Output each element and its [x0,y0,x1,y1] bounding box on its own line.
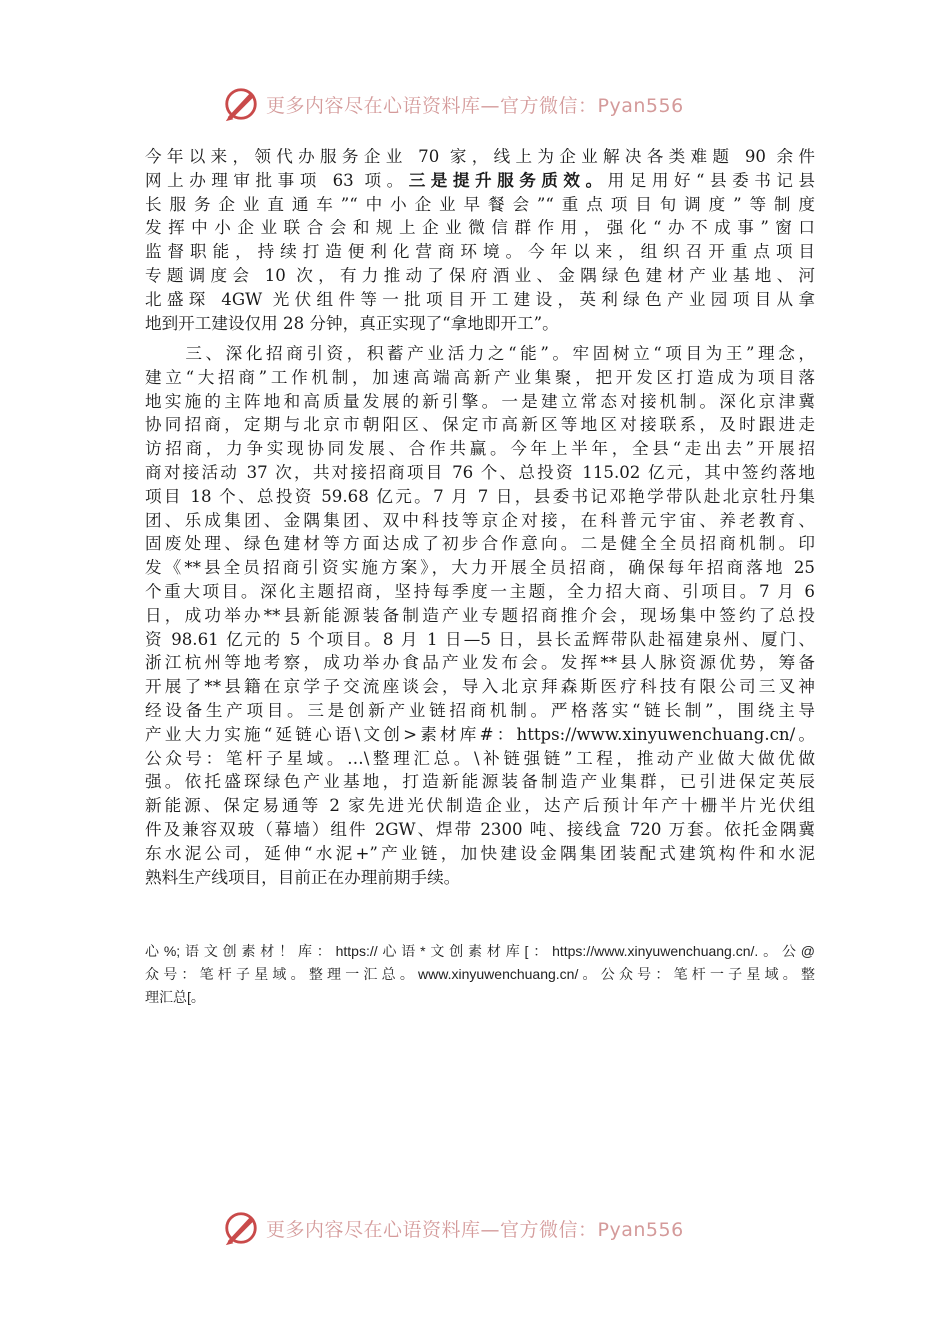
text-line: 发《**县全员招商引资实施方案》，大力开展全员招商，确保每年招商落地 25 [145,558,815,578]
bold-heading: 三是提升服务质效。 [408,169,608,190]
text-line: 北盛琛 4GW 光伏组件等一批项目开工建设，英利绿色产业园项目从拿 [145,289,815,309]
text-line: 固废处理、绿色建材等方面达成了初步合作意向。二是健全全员招商机制。印 [145,534,815,554]
text-line: 东水泥公司，延伸“水泥+”产业链，加快建设金隅集团装配式建筑构件和水泥 [145,843,815,863]
text-line: 开展了**县籍在京学子交流座谈会，导入北京拜森斯医疗科技有限公司三叉神 [145,677,815,697]
text-line: 项目 18 个、总投资 59.68 亿元。7 月 7 日，县委书记邓艳学带队赴北京牡丹集 [145,486,815,506]
text-line: 产业大力实施“延链心语\文创>素材库#：https://www.xinyuwenchuang.cn/。 [145,724,815,744]
footer-banner [222,1206,684,1250]
paragraph-2 [145,342,815,889]
text-line: 地到开工建设仅用 28 分钟，真正实现了“拿地即开工”。 [145,313,559,333]
text-line: 件及兼容双玻（幕墙）组件 2GW、焊带 2300 吨、接线盒 720 万套。依托金隅冀 [145,819,815,839]
text-line: 专题调度会 10 次，有力推动了保府酒业、金隅绿色建材产业基地、河 [145,265,815,285]
text-line: 三、深化招商引资，积蓄产业活力之“能”。牢固树立“项目为王”理念， [145,344,815,363]
text-line: 资 98.61 亿元的 5 个项目。8 月 1 日—5 日，县长孟辉带队赴福建泉州、厦门、 [145,629,815,649]
text-line: 强。依托盛琛绿色产业基地，打造新能源装备制造产业集群，已引进保定英辰 [145,772,815,792]
text-line: 网上办理审批事项 63 项。三是提升服务质效。用足用好“县委书记县 [145,169,815,190]
text-line: 监督职能，持续打造便利化营商环境。今年以来，组织召开重点项目 [145,242,815,262]
text-line: 团、乐成集团、金隅集团、双中科技等京企对接，在科普元宇宙、养老教育、 [145,510,815,530]
text-line: 个重大项目。深化主题招商，坚持每季度一主题，全力招大商、引项目。7 月 6 [145,581,815,601]
note-line: 心%;语文创素材！库：https://心语*文创素材库[：https://www.xinyuwenchuang.cn/.。公@ [145,943,815,959]
note-line: 理汇总[。 [145,989,205,1005]
note-line: 众号：笔杆子星域。整理一汇总。www.xinyuwenchuang.cn/。公众号：笔杆一子星域。整 [145,966,815,982]
banner-text: 更多内容尽在心语资料库—官方微信：Pyan556 [266,94,684,117]
text-line: 今年以来，领代办服务企业 70 家，线上为企业解决各类难题 90 余件 [145,147,815,166]
text-line: 日，成功举办**县新能源装备制造产业专题招商推介会，现场集中签约了总投 [145,605,815,625]
text-line: 新能源、保定易通等 2 家先进光伏制造企业，达产后预计年产十栅半片光伏组 [145,796,815,816]
text-line: 公众号：笔杆子星域。…\整理汇总。\补链强链”工程，推动产业做大做优做 [145,748,815,768]
banner-text: 更多内容尽在心语资料库—官方微信：Pyan556 [266,1218,684,1241]
text-line: 访招商，力争实现协同发展、合作共赢。今年上半年，全县“走出去”开展招 [145,439,815,459]
pen-logo-icon [222,85,260,123]
text-line: 发挥中小企业联合会和规上企业微信群作用，强化“办不成事”窗口 [145,218,815,238]
source-note [145,940,815,1009]
text-line: 建立“大招商”工作机制，加速高端高新产业集聚，把开发区打造成为项目落 [145,367,815,387]
text-line: 协同招商，定期与北京市朝阳区、保定市高新区等地区对接联系，及时跟进走 [145,415,815,435]
text-line: 长服务企业直通车”“中小企业早餐会”“重点项目旬调度”等制度 [145,194,815,214]
text-line: 商对接活动 37 次，共对接招商项目 76 个、总投资 115.02 亿元，其中签约落地 [145,462,815,482]
pen-logo-icon [222,1209,260,1247]
text-line: 浙江杭州等地考察，成功举办食品产业发布会。发挥**县人脉资源优势，筹备 [145,653,815,673]
text-line: 熟料生产线项目，目前正在办理前期手续。 [145,867,461,887]
paragraph-1 [145,145,815,335]
header-banner [222,82,684,126]
text-line: 地实施的主阵地和高质量发展的新引擎。一是建立常态对接机制。深化京津冀 [145,391,815,411]
text-line: 经设备生产项目。三是创新产业链招商机制。严格落实“链长制”，围绕主导 [145,700,815,720]
